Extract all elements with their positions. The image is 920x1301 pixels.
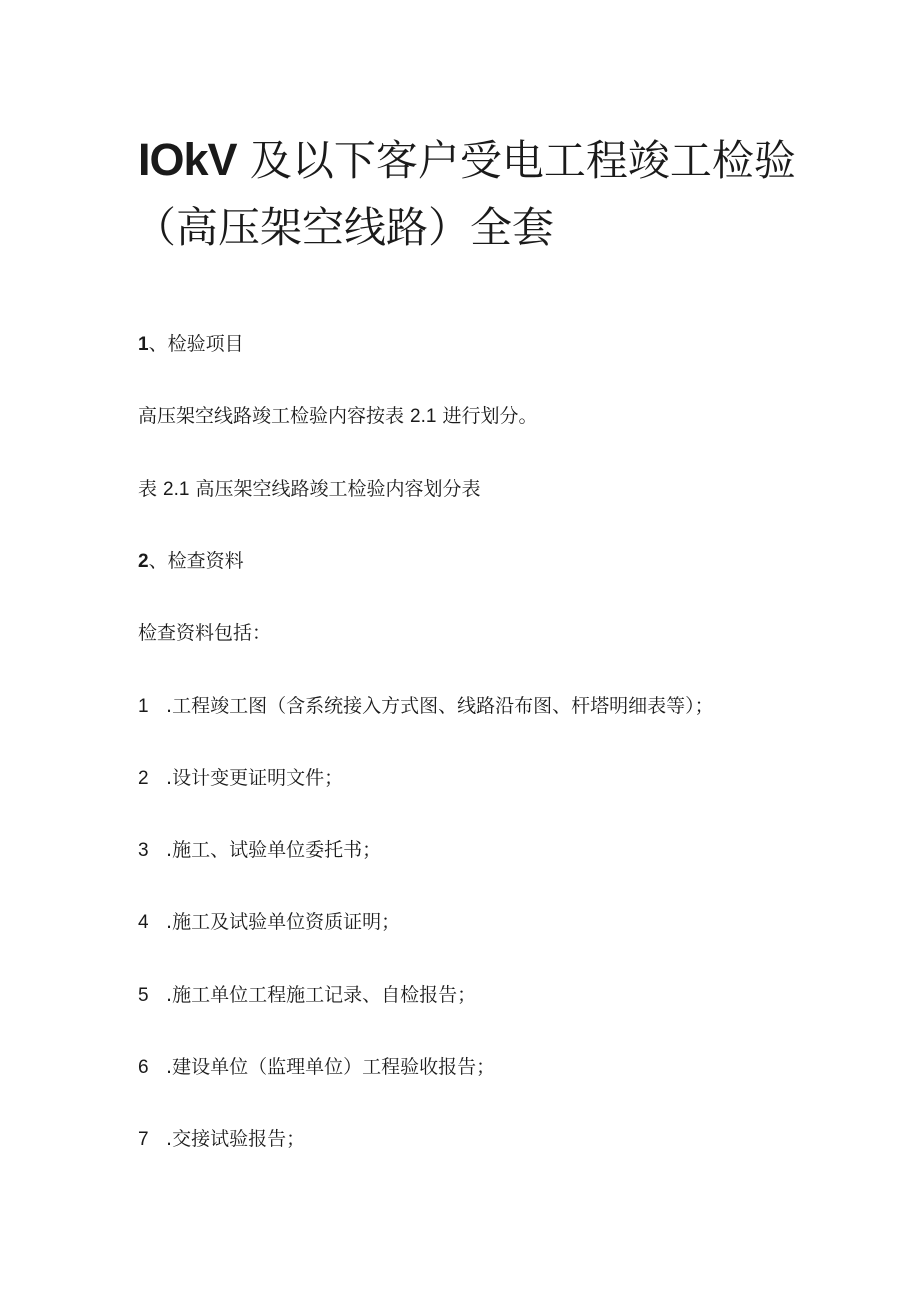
list-item-number: 4 bbox=[138, 912, 149, 933]
paragraph-division bbox=[138, 407, 538, 426]
list-item-text: .设计变更证明文件； bbox=[160, 767, 344, 789]
table-caption bbox=[138, 480, 481, 499]
list-item-number: 6 bbox=[138, 1057, 149, 1078]
list-item-text: .施工及试验单位资质证明； bbox=[160, 911, 401, 933]
document-title-line-2: （高压架空线路）全套 bbox=[134, 203, 555, 252]
list-item-text: .施工单位工程施工记录、自检报告； bbox=[160, 984, 477, 1006]
list-item-number: 7 bbox=[138, 1129, 149, 1150]
section-heading-check-materials bbox=[138, 552, 244, 571]
list-item bbox=[138, 769, 343, 788]
paragraph-text-end: 进行划分。 bbox=[436, 405, 538, 427]
list-intro: 检查资料包括： bbox=[138, 622, 272, 644]
list-item-text: .工程竣工图（含系统接入方式图、线路沿布图、杆塔明细表等）； bbox=[160, 695, 714, 717]
list-item bbox=[138, 913, 400, 932]
section-number: 1 bbox=[138, 334, 149, 355]
section-label: 、检验项目 bbox=[148, 333, 244, 355]
section-label: 、检查资料 bbox=[148, 550, 244, 572]
list-item-number: 5 bbox=[138, 985, 149, 1006]
caption-prefix: 表 bbox=[138, 478, 164, 500]
list-item-number: 2 bbox=[138, 768, 149, 789]
table-reference: 2.1 bbox=[410, 406, 437, 427]
list-item bbox=[138, 841, 381, 860]
title-voltage-prefix: IOkV bbox=[138, 134, 237, 185]
list-item-number: 1 bbox=[138, 696, 149, 717]
section-heading-inspection-items bbox=[138, 335, 244, 354]
title-line-1-text: 及以下客户受电工程竣工检验 bbox=[236, 136, 796, 185]
list-item-text: .施工、试验单位委托书； bbox=[160, 839, 382, 861]
list-item bbox=[138, 1058, 495, 1077]
paragraph-text: 高压架空线路竣工检验内容按表 bbox=[138, 405, 411, 427]
list-item bbox=[138, 986, 476, 1005]
caption-text: 高压架空线路竣工检验内容划分表 bbox=[189, 478, 481, 500]
caption-table-number: 2.1 bbox=[163, 479, 190, 500]
section-number: 2 bbox=[138, 551, 149, 572]
list-item-text: .建设单位（监理单位）工程验收报告； bbox=[160, 1056, 496, 1078]
list-item-text: .交接试验报告； bbox=[160, 1128, 306, 1150]
list-item bbox=[138, 1130, 305, 1149]
document-title-line-1 bbox=[138, 134, 838, 185]
list-item bbox=[138, 697, 714, 716]
list-item-number: 3 bbox=[138, 840, 149, 861]
